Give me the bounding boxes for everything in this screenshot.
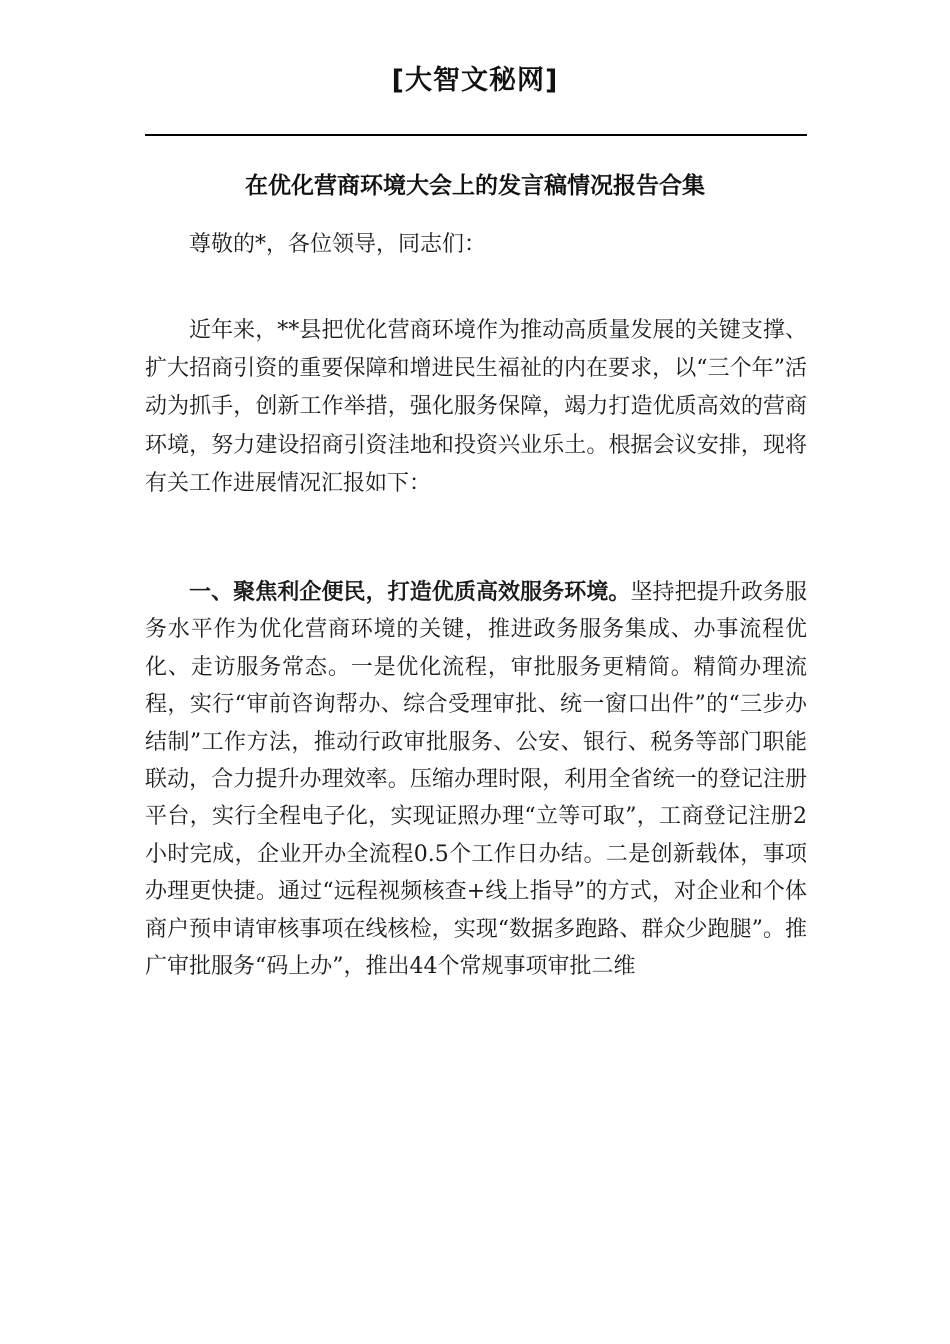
intro-paragraph: 近年来，**县把优化营商环境作为推动高质量发展的关键支撑、扩大招商引资的重要保障和增进民生福祉的内在要求，以“三个年”活动为抓手，创新工作举措，强化服务保障，竭力打造优质高效的营商环境，努力建设招商引资洼地和投资兴业乐土。根据会议安排，现将有关工作进展情况汇报如下： (145, 318, 807, 496)
document-title: 在优化营商环境大会上的发言稿情况报告合集 (245, 173, 705, 199)
header-divider (145, 134, 807, 136)
site-header: [大智文秘网] (391, 65, 559, 96)
section-one-paragraph (145, 574, 807, 985)
section-one-text: 坚持把提升政务服务水平作为优化营商环境的关键，推进政务服务集成、办事流程优化、走访服务常态。一是优化流程，审批服务更精简。精简办理流程，实行“审前咨询帮办、综合受理审批、统一窗口出件”的“三步办结制”工作方法，推动行政审批服务、公安、银行、税务等部门职能联动，合力提升办理效率。压缩办理时限，利用全省统一的登记注册平台，实行全程电子化，实现证照办理“立等可取”，工商登记注册2小时完成，企业开办全流程0.5个工作日办结。二是创新载体，事项办理更快捷。通过“远程视频核查+线上指导”的方式，对企业和个体商户预申请审核事项在线核检，实现“数据多跑路、群众少跑腿”。推广审批服务“码上办”，推出44个常规事项审批二维 (145, 580, 807, 980)
salutation: 尊敬的*，各位领导，同志们： (189, 232, 487, 257)
section-one-heading: 一、聚焦利企便民，打造优质高效服务环境。 (189, 580, 631, 605)
